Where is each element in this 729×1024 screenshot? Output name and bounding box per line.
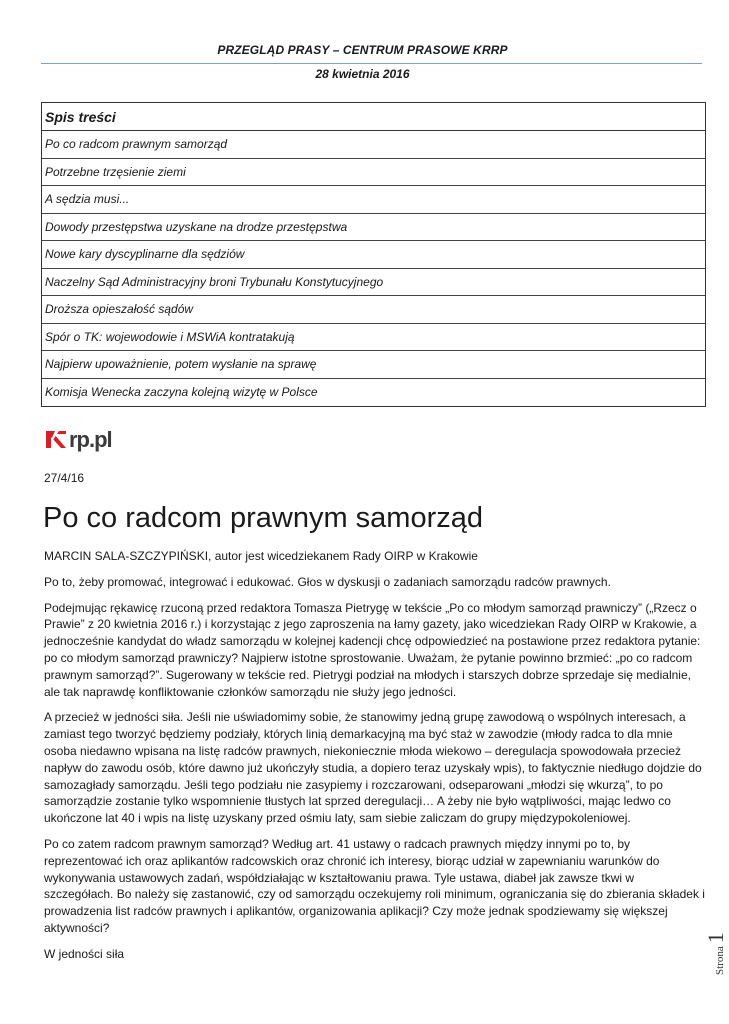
toc-item[interactable]: Droższa opieszałość sądów	[42, 296, 705, 324]
article-paragraph: A przecież w jedności siła. Jeśli nie uświadomimy sobie, że stanowimy jedną grupę zawodową o wspólnych interesach, a zamiast tego tworzyć będziemy podziały, których linią demarkacyjną ma być staż w zawodzie (młody radca to dla mnie osoba niedawno wpisana na listę radców prawnych, niekoniecznie młoda wiekowo – deregulacja spowodowała przecież napływ do zawodu osób, które dawno już ukończyły studia, a dopiero teraz uzyskały wpis), to faktycznie niedługo dojdzie do samozagłady samorządu. Jeśli tego podziału nie zasypiemy i rozczarowani, odseparowani „młodzi się wkurzą”, to po samorządzie zostanie tylko wspomnienie tłustych lat sprzed deregulacji… A żeby nie było wątpliwości, mając ledwo co ukończone lat 40 i wpis na listę uzyskany przed ośmiu laty, sam siebie zaliczam do grupy międzypokoleniowej.	[44, 710, 702, 826]
page-label-word: Strona	[714, 946, 726, 975]
toc-item[interactable]: Nowe kary dyscyplinarne dla sędziów	[42, 241, 705, 269]
page-number-label	[703, 925, 727, 981]
toc-heading: Spis treści	[42, 103, 705, 131]
article-body	[44, 548, 706, 972]
toc-item[interactable]: Dowody przestępstwa uzyskane na drodze przestępstwa	[42, 214, 705, 242]
toc-item[interactable]: Po co radcom prawnym samorząd	[42, 131, 705, 159]
article-byline: MARCIN SALA-SZCZYPIŃSKI, autor jest wicedziekanem Rady OIRP w Krakowie	[44, 549, 478, 563]
toc-item[interactable]: Naczelny Sąd Administracyjny broni Trybunału Konstytucyjnego	[42, 269, 705, 297]
table-of-contents	[41, 102, 706, 407]
article-date: 27/4/16	[44, 471, 85, 485]
document-header-title: PRZEGLĄD PRASY – CENTRUM PRASOWE KRRP	[217, 43, 508, 57]
article-lead: Po to, żeby promować, integrować i edukować. Głos w dyskusji o zadaniach samorządu radców prawnych.	[44, 574, 611, 589]
toc-item[interactable]: Komisja Wenecka zaczyna kolejną wizytę w Polsce	[45, 384, 318, 399]
rp-logo-text: rp.pl	[69, 427, 112, 452]
toc-item[interactable]: A sędzia musi...	[42, 186, 705, 214]
rp-logo-mark-icon	[44, 428, 68, 452]
document-header-date: 28 kwietnia 2016	[315, 67, 410, 81]
toc-item[interactable]: Potrzebne trzęsienie ziemi	[42, 159, 705, 187]
article-paragraph: Podejmując rękawicę rzuconą przed redaktora Tomasza Pietrygę w tekście „Po co młodym samorząd prawniczy” („Rzecz o Prawie” z 20 kwietnia 2016 r.) i korzystając z jego zaproszenia na łamy gazety, jako wicedziekan Rady OIRP w Krakowie, a jednocześnie kandydat do władz samorządu w kolejnej kadencji chcę odpowiedzieć na postawione przez redaktora pytanie: po co młodym samorząd prawniczy? Najpierw istotne sprostowanie. Uważam, że pytanie powinno brzmieć: „po co radcom prawnym samorząd?”. Sugerowany w tekście red. Pietrygi podział na młodych i starszych dobrze sprzedaje się medialnie, ale tak naprawdę konfliktowanie członków samorządu nie służy jego jedności.	[44, 600, 701, 699]
rp-pl-logo	[44, 426, 112, 456]
toc-item[interactable]: Najpierw upoważnienie, potem wysłanie na sprawę	[42, 351, 705, 379]
article-title: Po co radcom prawnym samorząd	[43, 502, 483, 534]
page-number: 1	[703, 932, 728, 944]
toc-item[interactable]: Spór o TK: wojewodowie i MSWiA kontratakują	[42, 324, 705, 352]
header-divider	[41, 63, 702, 64]
article-paragraph: Po co zatem radcom prawnym samorząd? Według art. 41 ustawy o radcach prawnych między innymi po to, by reprezentować ich oraz aplikantów radcowskich oraz chronić ich interesy, biorąc udział w zapewnianiu warunków do wykonywania ustawowych zadań, współdziałając w kształtowaniu prawa. Tyle ustawa, diabeł jak zawsze tkwi w szczegółach. Bo należy się zastanowić, czy od samorządu oczekujemy roli minimum, ograniczania się do zbierania składek i prowadzenia list radców prawnych i aplikantów, organizowania aplikacji? Czy może jednak spodziewamy się większej aktywności?	[44, 836, 705, 935]
article-subheading: W jedności siła	[44, 946, 125, 961]
